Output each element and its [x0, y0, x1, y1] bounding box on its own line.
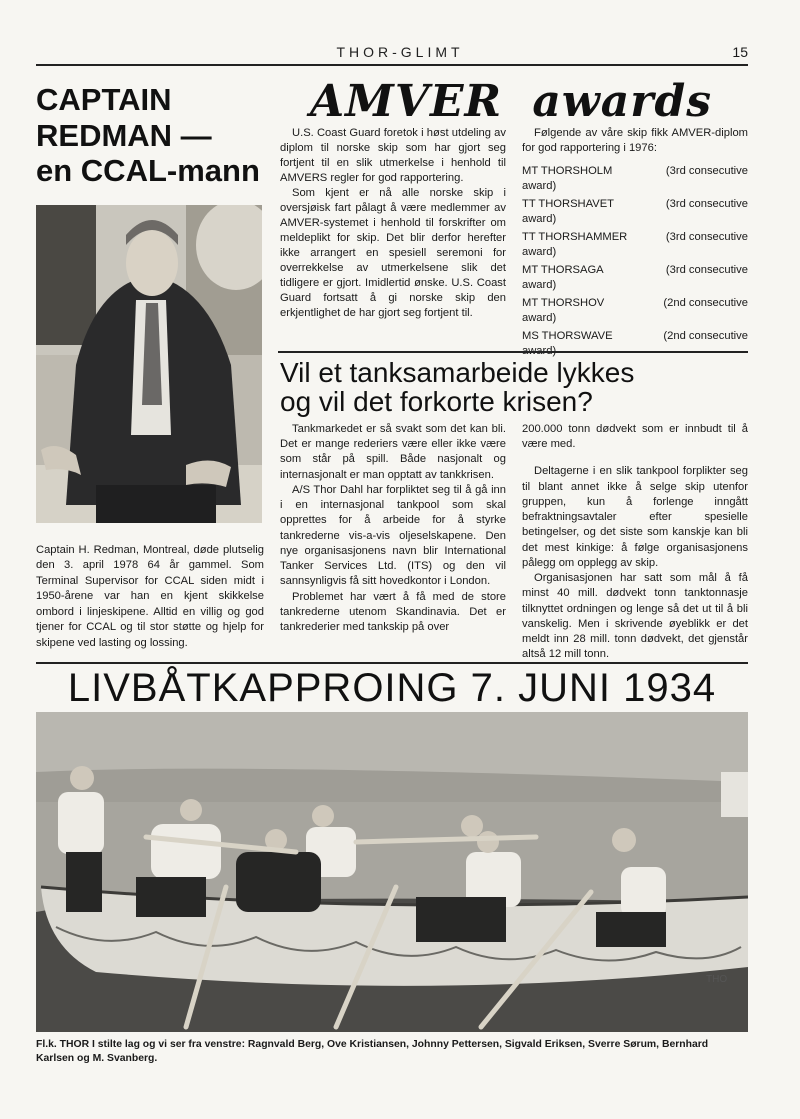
ship-award: (2nd consecutive — [663, 297, 748, 309]
tank-paragraph-2: A/S Thor Dahl har forpliktet seg til å gå inn i en internasjonal tankpool som skal opprettes for å arbeide for å styrke tankrederne vis-a-vis oljeselskapene. Den nye organisasjonens navn blir International Tanker Services Ltd. (ITS) og den vil sannsynligvis få sitt hovedkontor i London. — [280, 483, 506, 588]
amver-body-column-1 — [280, 126, 506, 321]
redman-headline — [36, 82, 276, 189]
ship-name: MT THORSHOV — [522, 297, 605, 309]
tank-headline-line-2: og vil det forkorte krisen? — [280, 386, 593, 418]
list-item — [522, 263, 748, 293]
redman-headline-line-3: en CCAL-mann — [36, 153, 260, 189]
redman-headline-line-1: CAPTAIN — [36, 82, 172, 117]
ship-name: MT THORSHOLM — [522, 165, 613, 177]
rowing-crew-photo — [36, 712, 748, 1032]
ship-award: (2nd consecutive — [663, 330, 748, 342]
boat-hull-label: THO — [706, 974, 728, 985]
list-item — [522, 164, 748, 194]
redman-caption: Captain H. Redman, Montreal, døde plutselig den 3. april 1978 64 år gammel. Som Terminal Supervisor for CCAL siden midt i 1950-årene var han en kjent skikkelse ombord i linjeskipene. Alltid en villig og god tjener for CCAL og til stor støtte og hjelp for skipene ved lasting og lossing. — [36, 544, 264, 649]
tank-paragraph-1: Tankmarkedet er så svakt som det kan bli. Det er mange rederiers være eller ikke være som står på spill. Både nasjonalt og internasjonalt er man opptatt av tankkrisen. — [280, 423, 506, 481]
ship-award-tail: award) — [522, 246, 557, 258]
list-item — [522, 296, 748, 326]
ship-name: MS THORSWAVE — [522, 330, 613, 342]
tank-paragraph-5: Deltagerne i en slik tankpool forplikter seg til blant annet ikke å selge skip utenfor gruppen, kun å forlenge inngått befraktningsavtaler efter spesielle betingelser, og det siste som kanskje kan bli det mest kinkige: å følge organisasjonens pålegg om opplegg av skip. — [522, 465, 748, 569]
mid-divider — [278, 351, 748, 353]
amver-paragraph-1: U.S. Coast Guard foretok i høst utdeling av diplom til norske skip som har gjort seg fortjent til en slik utmerkelse i henhold til AMVERS regler for god rapportering. — [280, 127, 506, 184]
ship-award-tail: award) — [522, 312, 557, 324]
lower-divider — [36, 662, 748, 664]
ship-award: (3rd consecutive — [665, 264, 748, 276]
tank-headline-line-1: Vil et tanksamarbeide lykkes — [280, 357, 635, 388]
ship-award-tail: award) — [522, 213, 557, 225]
page-number: 15 — [732, 44, 748, 60]
ship-list — [522, 164, 748, 359]
ship-award-tail: award) — [522, 279, 557, 291]
amver-paragraph-2: Som kjent er nå alle norske skip i oversjøisk fart pålagt å være medlemmer av AMVER-systemet i henhold til forskrifter om meldeplikt for skip. Det blir derfor herefter ikke arrangert en spesiell seremoni for overrekkelse av utmerkelsene slik det tidligere er gjort. Imidlertid ønske. U.S. Coast Guard fortsatt å gi norske skip den erkjentlighet de har gjort seg fortjent til. — [280, 187, 506, 319]
tank-headline — [280, 358, 750, 417]
redman-portrait-photo — [36, 205, 262, 523]
ship-award: (3rd consecutive — [665, 231, 748, 243]
tank-body-column-2 — [522, 422, 748, 663]
tank-body-column-1 — [280, 422, 506, 635]
list-item — [522, 329, 748, 359]
list-item — [522, 197, 748, 227]
redman-headline-line-2: REDMAN — — [36, 117, 212, 153]
list-item — [522, 230, 748, 260]
amver-title: AMVER awards — [310, 76, 713, 127]
ship-name: TT THORSHAVET — [522, 198, 614, 210]
amver-body-column-2 — [522, 126, 748, 362]
ship-award: (3rd consecutive — [665, 165, 748, 177]
tank-paragraph-6: Organisasjonen har satt som mål å få minst 40 mill. dødvekt tonn tanktonnasje tilknyttet ordningen og lenge så det ut til å bli vanskelig. Men i skrivende øyeblikk er det meldt inn 28 mill. tonn dødvekt, det gjenstår altså 12 mill tonn. — [522, 572, 748, 661]
ship-award: (3rd consecutive — [665, 198, 748, 210]
livbat-headline: LIVBÅTKAPPROING 7. JUNI 1934 — [67, 666, 717, 710]
magazine-title: THOR-GLIMT — [336, 44, 464, 60]
ship-name: TT THORSHAMMER — [522, 231, 628, 243]
ship-name: MT THORSAGA — [522, 264, 604, 276]
top-divider — [36, 64, 748, 66]
rowing-crew-caption: Fl.k. THOR I stilte lag og vi ser fra venstre: Ragnvald Berg, Ove Kristiansen, Johnny Pettersen, Sigvald Eriksen, Sverre Sørum, Bernhard Karlsen og M. Svanberg. — [36, 1039, 709, 1065]
amver-intro: Følgende av våre skip fikk AMVER-diplom for god rapportering i 1976: — [522, 127, 748, 154]
ship-award-tail: award) — [522, 180, 557, 192]
tank-paragraph-4: 200.000 tonn dødvekt som er innbudt til å være med. — [522, 423, 748, 451]
tank-paragraph-3: Problemet har vært å få med de store tankrederne utenom Skandinavia. Det er tankrederier med tankskip på over — [280, 590, 506, 634]
